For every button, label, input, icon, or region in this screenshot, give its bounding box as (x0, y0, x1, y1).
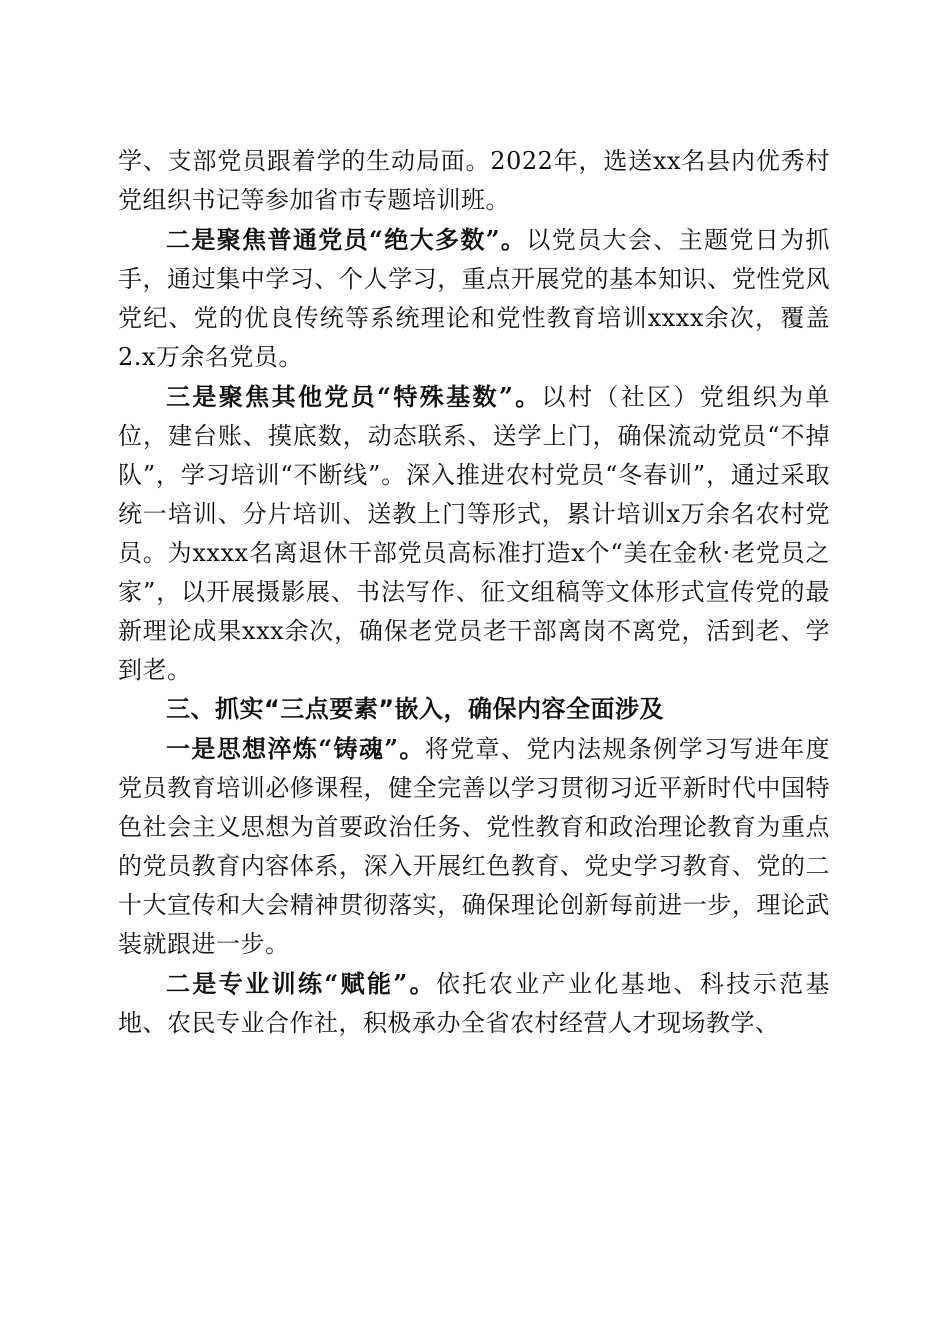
paragraph-text: 以党员大会、主题党日为抓手，通过集中学习、个人学习，重点开展党的基本知识、党性党风党纪、党的优良传统等系统理论和党性教育培训xxxx余次，覆盖2.x万余名党员。 (118, 226, 831, 371)
section-heading: 三、抓实“三点要素”嵌入，确保内容全面涉及 (166, 695, 665, 723)
paragraph-text: 依托农业产业化基地、科技示范基地、农民专业合作社，积极承办全省农村经营人才现场教学、 (118, 970, 831, 1037)
paragraph-lead: 三是聚焦其他党员“特殊基数”。 (166, 382, 542, 411)
paragraph-ordinary-members (118, 220, 830, 377)
paragraph-lead: 二是专业训练“赋能”。 (166, 969, 436, 998)
paragraph-text: 以村（社区）党组织为单位，建台账、摸底数，动态联系、送学上门，确保流动党员“不掉队”，学习培训“不断线”。深入推进农村党员“冬春训”，通过采取统一培训、分片培训、送教上门等形式，累计培训x万余名农村党员。为xxxx名离退休干部党员高标准打造x个“美在金秋·老党员之家”，以开展摄影展、书法写作、征文组稿等文体形式宣传党的最新理论成果xxx余次，确保老党员老干部离岗不离党，活到老、学到老。 (118, 383, 831, 684)
paragraph-lead: 一是思想淬炼“铸魂”。 (166, 734, 425, 763)
paragraph-other-members (118, 377, 830, 690)
paragraph-text: 学、支部党员跟着学的生动局面。2022年，选送xx名县内优秀村党组织书记等参加省市专题培训班。 (118, 147, 830, 214)
paragraph-text: 将党章、党内法规条例学习写进年度党员教育培训必修课程，健全完善以学习贯彻习近平新时代中国特色社会主义思想为首要政治任务、党性教育和政治理论教育为重点的党员教育内容体系，深入开展红色教育、党史学习教育、党的二十大宣传和大会精神贯彻落实，确保理论创新每前进一步，理论武装就跟进一步。 (118, 735, 831, 958)
paragraph-continued (118, 142, 830, 220)
document-body (118, 142, 830, 1043)
paragraph-ideology (118, 729, 830, 964)
paragraph-lead: 二是聚焦普通党员“绝大多数”。 (166, 225, 527, 254)
paragraph-professional-training (118, 964, 830, 1043)
